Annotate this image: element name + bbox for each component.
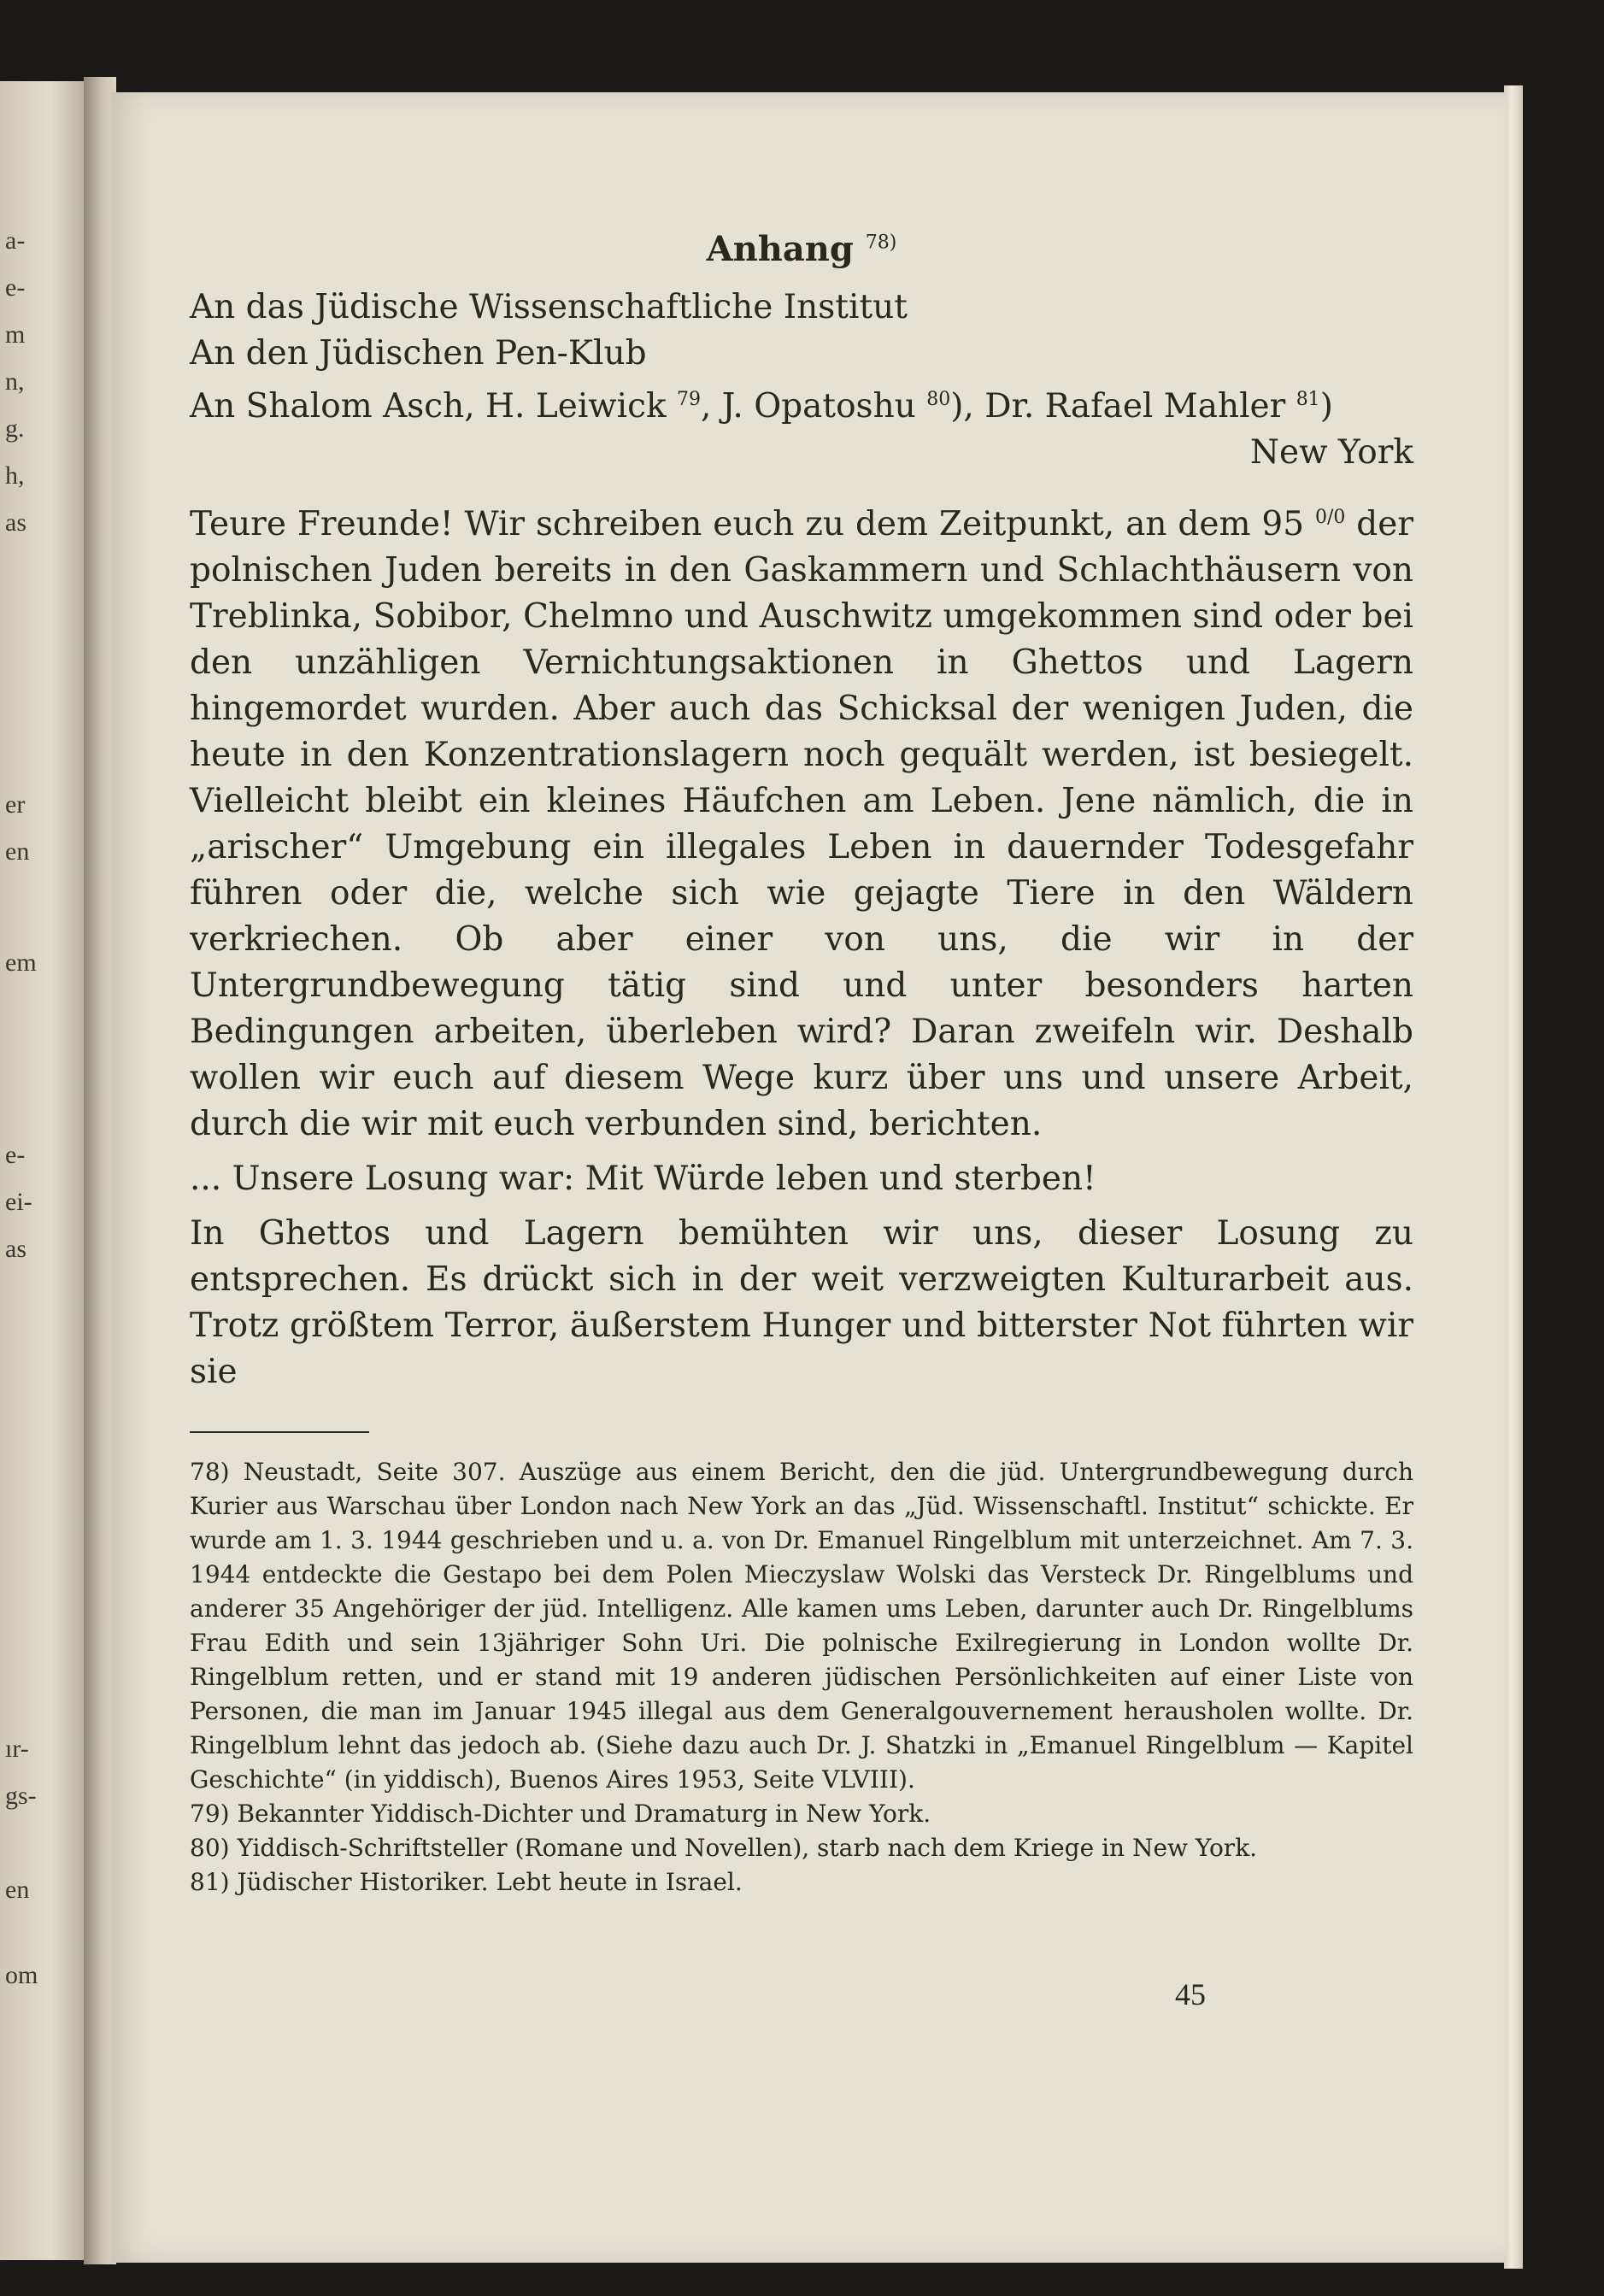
address-text: , J. Opatoshu <box>701 387 927 426</box>
footnote-81: 81) Jüdischer Historiker. Lebt heute in Israel. <box>190 1868 743 1896</box>
page-heading <box>190 229 1413 269</box>
left-page-fragment: gs- <box>5 1782 37 1810</box>
left-page-fragment: en <box>5 837 30 866</box>
footnote-ref: 79 <box>677 389 702 410</box>
left-page-fragment: h, <box>5 461 25 490</box>
left-page-fragment: er <box>5 790 26 819</box>
heading-footnote-ref: 78) <box>865 232 897 254</box>
letter-body <box>190 495 1413 1395</box>
address-line: An das Jüdische Wissenschaftliche Institut <box>190 288 908 326</box>
left-page-fragment: a- <box>5 226 26 255</box>
footnotes <box>190 1455 1413 1900</box>
footnote-80: 80) Yiddisch-Schriftsteller (Romane und Novellen), starb nach dem Kriege in New York. <box>190 1834 1258 1862</box>
left-page-fragment: om <box>5 1961 38 1989</box>
paragraph-text: der polnischen Juden bereits in den Gaskammern und Schlachthäusern von Treblinka, Sobibor, Chelmno und Auschwitz umgekommen sind oder bei den unzähligen Vernichtungsaktionen in Ghettos und Lagern hingemordet wurden. Aber auch das Schicksal der wenigen Juden, die heute in den Konzentrationslagern noch gequält werden, ist besiegelt. Vielleicht bleibt ein kleines Häufchen am Leben. Jene nämlich, die in „arischer“ Umgebung ein illegales Leben in dauernder Todesgefahr führen oder die, welche sich wie gejagte Tiere in den Wäldern verkriechen. Ob aber einer von uns, die wir in der Untergrundbewegung tätig sind und unter besonders harten Bedingungen arbeiten, überleben wird? Daran zweifeln wir. Deshalb wollen wir euch auf diesem Wege kurz über uns und unsere Arbeit, durch die wir mit euch verbunden sind, berichten. <box>190 505 1413 1143</box>
address-text: ) <box>1319 387 1333 426</box>
left-page-fragment: en <box>5 1876 30 1904</box>
address-text: An Shalom Asch, H. Leiwick <box>190 387 678 426</box>
left-page-fragment: g. <box>5 414 25 443</box>
address-city: New York <box>1249 433 1413 472</box>
address-line: An den Jüdischen Pen-Klub <box>190 334 647 373</box>
paragraph-text: Teure Freunde! Wir schreiben euch zu dem Zeitpunkt, an dem 95 <box>190 505 1315 543</box>
page-number: 45 <box>1175 1977 1206 2011</box>
left-page-fragment: e- <box>5 273 26 302</box>
address-line <box>190 377 1413 430</box>
left-page-fragment: m <box>5 320 26 349</box>
right-page <box>111 92 1506 2263</box>
footnote-78: 78) Neustadt, Seite 307. Auszüge aus einem Bericht, den die jüd. Untergrundbewegung durch Kurier aus Warschau über London nach New York an das „Jüd. Wissenschaftl. Institut“ schickte. Er wurde am 1. 3. 1944 geschrieben und u. a. von Dr. Emanuel Ringelblum mit unterzeichnet. Am 7. 3. 1944 entdeckte die Gestapo bei dem Polen Mieczyslaw Wolski das Versteck Dr. Ringelblums und anderer 35 Angehöriger der jüd. Intelligenz. Alle kamen ums Leben, darunter auch Dr. Ringelblums Frau Edith und sein 13jähriger Sohn Uri. Die polnische Exilregierung in London wollte Dr. Ringelblum retten, und er stand mit 19 anderen jüdischen Persönlichkeiten auf einer Liste von Personen, die man im Januar 1945 illegal aus dem Generalgouvernement herausholen wollte. Dr. Ringelblum lehnt das jedoch ab. (Siehe dazu auch Dr. J. Shatzki in „Emanuel Ringelblum — Kapitel Geschichte“ (in yiddisch), Buenos Aires 1953, Seite VLVIII). <box>190 1458 1413 1794</box>
paragraph: ... Unsere Losung war: Mit Würde leben und sterben! <box>190 1160 1096 1198</box>
left-page-fragment: ır- <box>5 1735 29 1763</box>
left-page-fragment: as <box>5 1235 26 1263</box>
left-page-fragment: e- <box>5 1141 26 1169</box>
percent-sign: 0/0 <box>1314 507 1346 528</box>
left-page-fragment: em <box>5 948 37 977</box>
left-page-edge <box>0 81 85 2260</box>
footnote-divider <box>190 1431 369 1433</box>
footnote-79: 79) Bekannter Yiddisch-Dichter und Dramaturg in New York. <box>190 1800 931 1828</box>
heading-title: Anhang <box>706 229 854 269</box>
left-page-fragment: ei- <box>5 1188 32 1216</box>
page-content <box>190 229 1413 1900</box>
page-stack-edge <box>1504 85 1523 2269</box>
footnote-ref: 81 <box>1296 389 1320 410</box>
paragraph: In Ghettos und Lagern bemühten wir uns, dieser Losung zu entsprechen. Es drückt sich in der weit verzweigten Kulturarbeit aus. Trotz größtem Terror, äußerstem Hunger und bitterster Not führten wir sie <box>190 1214 1413 1391</box>
address-text: ), Dr. Rafael Mahler <box>950 387 1296 426</box>
paragraph <box>190 495 1413 1148</box>
footnote-ref: 80 <box>926 389 951 410</box>
address-block <box>190 285 1413 476</box>
left-page-fragment: as <box>5 508 26 537</box>
left-page-fragment: n, <box>5 367 25 396</box>
